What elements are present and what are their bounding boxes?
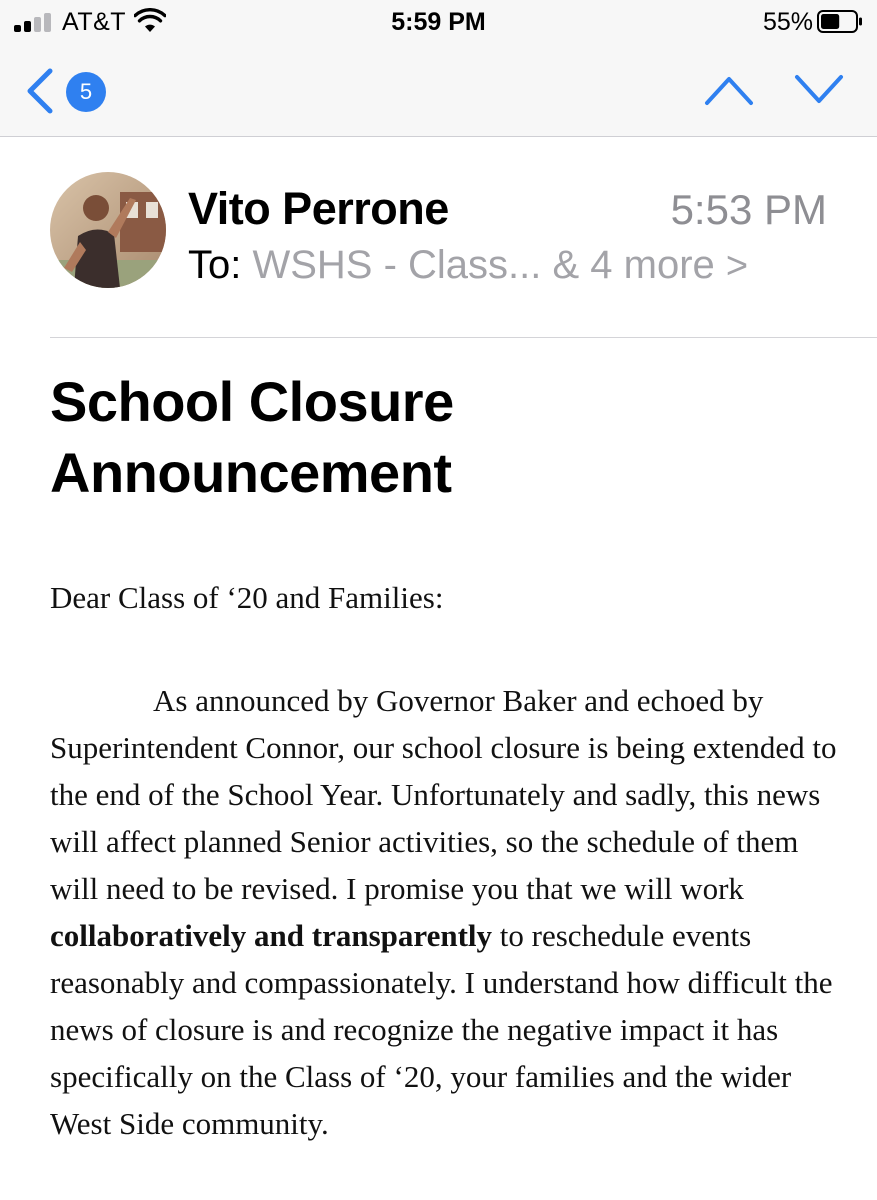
- chevron-up-icon[interactable]: [704, 73, 754, 107]
- battery-percent: 55%: [762, 8, 813, 36]
- recipients-summary[interactable]: WSHS - Class... & 4 more: [252, 243, 715, 287]
- subject-line-1: School Closure: [50, 370, 454, 433]
- chevron-left-icon[interactable]: [24, 67, 56, 115]
- body-paragraph: [50, 677, 840, 1147]
- message-subject: [50, 366, 850, 508]
- subject-line-2: Announcement: [50, 441, 452, 504]
- status-bar: [0, 0, 877, 45]
- paragraph-text-1: As announced by Governor Baker and echoed by Superintendent Connor, our school closure is being extended to the end of the School Year. Unfortunately and sadly, this news will affect planned Senior activities, so the schedule of them will need to be revised. I promise you that we will work: [50, 683, 837, 906]
- header-divider: [50, 337, 877, 338]
- battery-icon: [817, 10, 863, 33]
- message-body: [50, 577, 840, 1147]
- sender-name[interactable]: Vito Perrone: [188, 183, 449, 234]
- chevron-right-icon[interactable]: >: [725, 245, 749, 287]
- paragraph-text-2: to reschedule events reasonably and compassionately. I understand how difficult the news of closure is and recognize the negative impact it has specifically on the Class of ‘20, your families and the wider West Side community.: [50, 918, 833, 1141]
- paragraph-bold-text: collaboratively and transparently: [50, 918, 493, 953]
- status-clock: 5:59 PM: [391, 8, 486, 36]
- avatar[interactable]: [50, 172, 166, 288]
- unread-count-badge[interactable]: 5: [66, 72, 106, 112]
- recipients-line[interactable]: [188, 243, 748, 288]
- carrier-label: AT&T: [62, 8, 127, 36]
- chevron-down-icon[interactable]: [794, 73, 844, 107]
- nav-bar: [0, 45, 877, 137]
- greeting: Dear Class of ‘20 and Families:: [50, 580, 444, 615]
- to-label: To:: [188, 243, 242, 287]
- message-time: 5:53 PM: [670, 186, 827, 233]
